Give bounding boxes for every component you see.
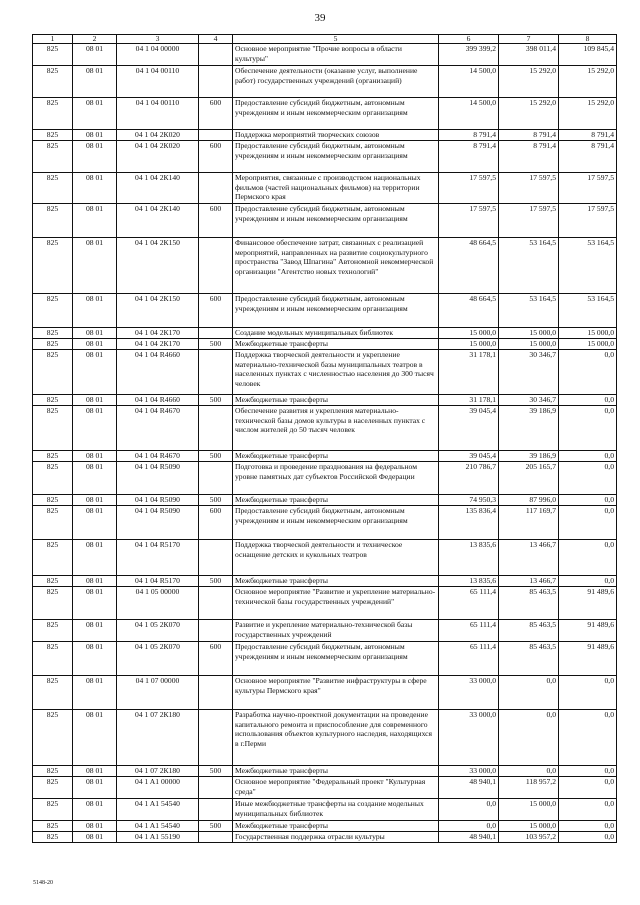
cell-expense-type: 600 [199, 506, 233, 540]
cell-target-article: 04 1 A1 00000 [117, 777, 199, 799]
cell-expense-type [199, 328, 233, 339]
cell-section: 08 01 [73, 832, 117, 843]
cell-target-article: 04 1 07 2К180 [117, 766, 199, 777]
cell-expense-type: 600 [199, 98, 233, 130]
cell-admin-code: 825 [33, 777, 73, 799]
table-row [33, 328, 617, 339]
cell-expense-type: 500 [199, 576, 233, 587]
cell-section: 08 01 [73, 462, 117, 495]
cell-target-article: 04 1 A1 54540 [117, 821, 199, 832]
cell-amount-2: 39 186,9 [499, 406, 559, 451]
cell-amount-1: 13 835,6 [439, 576, 499, 587]
cell-description: Иные межбюджетные трансферты на создание модельных муниципальных библиотек [233, 799, 439, 821]
cell-amount-3: 0,0 [559, 495, 617, 506]
cell-admin-code: 825 [33, 328, 73, 339]
cell-amount-1: 65 111,4 [439, 620, 499, 642]
cell-admin-code: 825 [33, 620, 73, 642]
cell-description: Предоставление субсидий бюджетным, автономным учреждениям и иным некоммерческим организациям [233, 98, 439, 130]
cell-expense-type [199, 540, 233, 576]
cell-target-article: 04 1 04 2К140 [117, 173, 199, 204]
cell-amount-2: 15 000,0 [499, 799, 559, 821]
cell-section: 08 01 [73, 294, 117, 328]
cell-amount-3: 0,0 [559, 821, 617, 832]
cell-description: Предоставление субсидий бюджетным, автономным учреждениям и иным некоммерческим организациям [233, 506, 439, 540]
cell-amount-2: 53 164,5 [499, 238, 559, 294]
col-header-8: 8 [559, 35, 617, 44]
cell-amount-2: 85 463,5 [499, 642, 559, 676]
footer-code: 5148-20 [33, 880, 53, 886]
cell-description: Межбюджетные трансферты [233, 339, 439, 350]
col-header-4: 4 [199, 35, 233, 44]
cell-amount-2: 398 011,4 [499, 44, 559, 66]
cell-amount-1: 15 000,0 [439, 339, 499, 350]
cell-amount-2: 85 463,5 [499, 620, 559, 642]
cell-section: 08 01 [73, 777, 117, 799]
cell-description: Поддержка мероприятий творческих союзов [233, 130, 439, 141]
cell-amount-1: 135 836,4 [439, 506, 499, 540]
cell-admin-code: 825 [33, 766, 73, 777]
cell-admin-code: 825 [33, 173, 73, 204]
cell-expense-type [199, 710, 233, 766]
cell-expense-type: 500 [199, 495, 233, 506]
cell-amount-3: 15 292,0 [559, 98, 617, 130]
cell-target-article: 04 1 07 2К180 [117, 710, 199, 766]
cell-amount-3: 91 489,6 [559, 620, 617, 642]
col-header-2: 2 [73, 35, 117, 44]
cell-target-article: 04 1 04 2К170 [117, 339, 199, 350]
cell-amount-2: 30 346,7 [499, 395, 559, 406]
cell-amount-3: 0,0 [559, 462, 617, 495]
cell-expense-type [199, 832, 233, 843]
table-row [33, 462, 617, 495]
cell-section: 08 01 [73, 98, 117, 130]
cell-amount-2: 13 466,7 [499, 576, 559, 587]
cell-amount-2: 53 164,5 [499, 294, 559, 328]
cell-description: Межбюджетные трансферты [233, 821, 439, 832]
cell-admin-code: 825 [33, 98, 73, 130]
cell-target-article: 04 1 05 2К070 [117, 620, 199, 642]
table-row [33, 350, 617, 395]
cell-description: Межбюджетные трансферты [233, 576, 439, 587]
cell-admin-code: 825 [33, 451, 73, 462]
cell-target-article: 04 1 04 R5090 [117, 462, 199, 495]
table-row [33, 540, 617, 576]
cell-admin-code: 825 [33, 395, 73, 406]
table-row [33, 294, 617, 328]
table-row [33, 204, 617, 238]
cell-description: Создание модельных муниципальных библиотек [233, 328, 439, 339]
cell-section: 08 01 [73, 44, 117, 66]
cell-expense-type [199, 238, 233, 294]
cell-amount-1: 48 940,1 [439, 832, 499, 843]
cell-amount-3: 53 164,5 [559, 294, 617, 328]
cell-target-article: 04 1 04 R5090 [117, 506, 199, 540]
table-row [33, 44, 617, 66]
cell-expense-type: 500 [199, 395, 233, 406]
cell-admin-code: 825 [33, 204, 73, 238]
cell-target-article: 04 1 04 R4670 [117, 451, 199, 462]
cell-expense-type [199, 130, 233, 141]
table-row [33, 777, 617, 799]
col-header-7: 7 [499, 35, 559, 44]
cell-description: Разработка научно-проектной документации на проведение капитального ремонта и приспособление для современного использования объектов культурного наследия, находящихся в г.Перми [233, 710, 439, 766]
cell-admin-code: 825 [33, 799, 73, 821]
table-row [33, 506, 617, 540]
cell-amount-3: 0,0 [559, 832, 617, 843]
cell-amount-3: 0,0 [559, 350, 617, 395]
cell-description: Предоставление субсидий бюджетным, автономным учреждениям и иным некоммерческим организациям [233, 141, 439, 173]
cell-amount-1: 0,0 [439, 799, 499, 821]
cell-amount-1: 48 940,1 [439, 777, 499, 799]
cell-amount-2: 17 597,5 [499, 204, 559, 238]
table-row [33, 766, 617, 777]
cell-amount-2: 17 597,5 [499, 173, 559, 204]
cell-amount-1: 33 000,0 [439, 766, 499, 777]
cell-amount-3: 0,0 [559, 777, 617, 799]
cell-section: 08 01 [73, 766, 117, 777]
cell-amount-1: 17 597,5 [439, 173, 499, 204]
cell-amount-3: 8 791,4 [559, 130, 617, 141]
cell-target-article: 04 1 04 00110 [117, 98, 199, 130]
cell-target-article: 04 1 04 00000 [117, 44, 199, 66]
cell-target-article: 04 1 04 2К020 [117, 141, 199, 173]
cell-section: 08 01 [73, 141, 117, 173]
cell-description: Предоставление субсидий бюджетным, автономным учреждениям и иным некоммерческим организациям [233, 642, 439, 676]
cell-amount-3: 53 164,5 [559, 238, 617, 294]
cell-amount-1: 33 000,0 [439, 676, 499, 710]
cell-amount-1: 33 000,0 [439, 710, 499, 766]
cell-section: 08 01 [73, 395, 117, 406]
cell-description: Мероприятия, связанные с производством национальных фильмов (частей национальных фильмов) на территории Пермского края [233, 173, 439, 204]
cell-section: 08 01 [73, 66, 117, 98]
cell-admin-code: 825 [33, 676, 73, 710]
cell-admin-code: 825 [33, 462, 73, 495]
cell-admin-code: 825 [33, 339, 73, 350]
cell-description: Поддержка творческой деятельности и укрепление материально-технической базы муниципальных театров в населенных пунктах с численностью населения до 300 тысяч человек [233, 350, 439, 395]
cell-target-article: 04 1 04 R5170 [117, 576, 199, 587]
cell-amount-2: 0,0 [499, 766, 559, 777]
cell-amount-1: 39 045,4 [439, 451, 499, 462]
cell-admin-code: 825 [33, 540, 73, 576]
cell-amount-3: 0,0 [559, 799, 617, 821]
cell-description: Обеспечение развития и укрепления материально-технической базы домов культуры в населенных пунктах с числом жителей до 50 тысяч человек [233, 406, 439, 451]
cell-section: 08 01 [73, 130, 117, 141]
cell-amount-3: 0,0 [559, 451, 617, 462]
col-header-5: 5 [233, 35, 439, 44]
cell-amount-2: 13 466,7 [499, 540, 559, 576]
cell-amount-3: 91 489,6 [559, 587, 617, 620]
cell-amount-2: 8 791,4 [499, 130, 559, 141]
cell-amount-3: 17 597,5 [559, 173, 617, 204]
cell-target-article: 04 1 04 2К170 [117, 328, 199, 339]
cell-section: 08 01 [73, 576, 117, 587]
cell-expense-type [199, 173, 233, 204]
cell-amount-3: 109 845,4 [559, 44, 617, 66]
cell-admin-code: 825 [33, 832, 73, 843]
cell-description: Финансовое обеспечение затрат, связанных с реализацией мероприятий, направленных на развитие социокультурного пространства "Завод Шпагина" Автономной некоммерческой организации "Агентство новых технологий" [233, 238, 439, 294]
table-row [33, 642, 617, 676]
cell-amount-1: 8 791,4 [439, 141, 499, 173]
cell-amount-3: 0,0 [559, 540, 617, 576]
cell-description: Межбюджетные трансферты [233, 766, 439, 777]
cell-amount-3: 91 489,6 [559, 642, 617, 676]
cell-section: 08 01 [73, 339, 117, 350]
cell-expense-type: 600 [199, 141, 233, 173]
cell-admin-code: 825 [33, 576, 73, 587]
cell-admin-code: 825 [33, 130, 73, 141]
cell-amount-3: 17 597,5 [559, 204, 617, 238]
cell-section: 08 01 [73, 587, 117, 620]
cell-section: 08 01 [73, 799, 117, 821]
cell-amount-2: 15 292,0 [499, 98, 559, 130]
cell-amount-1: 14 500,0 [439, 66, 499, 98]
cell-description: Предоставление субсидий бюджетным, автономным учреждениям и иным некоммерческим организациям [233, 294, 439, 328]
cell-amount-1: 65 111,4 [439, 642, 499, 676]
cell-amount-3: 0,0 [559, 406, 617, 451]
cell-amount-2: 15 000,0 [499, 339, 559, 350]
cell-admin-code: 825 [33, 44, 73, 66]
cell-expense-type [199, 587, 233, 620]
cell-amount-3: 15 000,0 [559, 339, 617, 350]
cell-description: Развитие и укрепление материально-технической базы государственных учреждений [233, 620, 439, 642]
cell-amount-2: 87 996,0 [499, 495, 559, 506]
cell-amount-2: 15 000,0 [499, 821, 559, 832]
cell-section: 08 01 [73, 173, 117, 204]
cell-section: 08 01 [73, 350, 117, 395]
cell-section: 08 01 [73, 495, 117, 506]
table-row [33, 676, 617, 710]
cell-target-article: 04 1 04 00110 [117, 66, 199, 98]
cell-target-article: 04 1 A1 55190 [117, 832, 199, 843]
cell-amount-1: 48 664,5 [439, 238, 499, 294]
cell-section: 08 01 [73, 238, 117, 294]
table-row [33, 576, 617, 587]
cell-amount-2: 118 957,2 [499, 777, 559, 799]
cell-amount-3: 0,0 [559, 576, 617, 587]
cell-target-article: 04 1 04 2К150 [117, 238, 199, 294]
cell-description: Обеспечение деятельности (оказание услуг, выполнение работ) государственных учреждений (организаций) [233, 66, 439, 98]
cell-expense-type [199, 620, 233, 642]
cell-description: Межбюджетные трансферты [233, 395, 439, 406]
cell-section: 08 01 [73, 406, 117, 451]
table-row [33, 130, 617, 141]
table-row [33, 339, 617, 350]
cell-expense-type [199, 676, 233, 710]
table-row [33, 495, 617, 506]
cell-amount-2: 39 186,9 [499, 451, 559, 462]
cell-amount-2: 205 165,7 [499, 462, 559, 495]
cell-admin-code: 825 [33, 495, 73, 506]
table-row [33, 799, 617, 821]
cell-amount-3: 0,0 [559, 766, 617, 777]
header-row [33, 35, 617, 44]
cell-target-article: 04 1 04 R4670 [117, 406, 199, 451]
table-row [33, 821, 617, 832]
cell-section: 08 01 [73, 451, 117, 462]
cell-amount-2: 30 346,7 [499, 350, 559, 395]
table-row [33, 587, 617, 620]
table-row [33, 66, 617, 98]
cell-amount-2: 0,0 [499, 710, 559, 766]
cell-amount-3: 15 292,0 [559, 66, 617, 98]
cell-amount-1: 399 399,2 [439, 44, 499, 66]
cell-amount-1: 8 791,4 [439, 130, 499, 141]
cell-amount-1: 39 045,4 [439, 406, 499, 451]
cell-amount-1: 31 178,1 [439, 395, 499, 406]
cell-admin-code: 825 [33, 141, 73, 173]
cell-description: Подготовка и проведение празднования на федеральном уровне памятных дат субъектов Российской Федерации [233, 462, 439, 495]
cell-amount-1: 31 178,1 [439, 350, 499, 395]
cell-description: Основное мероприятие "Федеральный проект "Культурная среда" [233, 777, 439, 799]
cell-expense-type [199, 66, 233, 98]
cell-description: Государственная поддержка отрасли культуры [233, 832, 439, 843]
cell-expense-type: 500 [199, 821, 233, 832]
cell-amount-3: 0,0 [559, 395, 617, 406]
cell-admin-code: 825 [33, 238, 73, 294]
cell-expense-type: 600 [199, 204, 233, 238]
table-body [33, 44, 617, 843]
cell-amount-1: 74 950,3 [439, 495, 499, 506]
cell-amount-2: 0,0 [499, 676, 559, 710]
table-row [33, 406, 617, 451]
cell-admin-code: 825 [33, 350, 73, 395]
cell-amount-2: 15 292,0 [499, 66, 559, 98]
cell-expense-type [199, 406, 233, 451]
table-row [33, 173, 617, 204]
cell-admin-code: 825 [33, 66, 73, 98]
cell-admin-code: 825 [33, 710, 73, 766]
cell-section: 08 01 [73, 204, 117, 238]
cell-amount-3: 0,0 [559, 676, 617, 710]
cell-section: 08 01 [73, 821, 117, 832]
cell-amount-3: 0,0 [559, 710, 617, 766]
cell-description: Межбюджетные трансферты [233, 451, 439, 462]
table-row [33, 141, 617, 173]
table-row [33, 832, 617, 843]
cell-target-article: 04 1 07 00000 [117, 676, 199, 710]
cell-target-article: 04 1 04 2К150 [117, 294, 199, 328]
col-header-3: 3 [117, 35, 199, 44]
cell-amount-3: 0,0 [559, 506, 617, 540]
cell-amount-1: 14 500,0 [439, 98, 499, 130]
cell-description: Основное мероприятие "Развитие инфраструктуры в сфере культуры Пермского края" [233, 676, 439, 710]
table-row [33, 451, 617, 462]
cell-expense-type [199, 777, 233, 799]
table-row [33, 238, 617, 294]
cell-amount-3: 15 000,0 [559, 328, 617, 339]
cell-section: 08 01 [73, 676, 117, 710]
cell-admin-code: 825 [33, 406, 73, 451]
cell-amount-1: 0,0 [439, 821, 499, 832]
cell-expense-type [199, 462, 233, 495]
col-header-1: 1 [33, 35, 73, 44]
budget-table [32, 34, 617, 843]
col-header-6: 6 [439, 35, 499, 44]
cell-target-article: 04 1 04 R5090 [117, 495, 199, 506]
cell-section: 08 01 [73, 328, 117, 339]
cell-expense-type [199, 799, 233, 821]
table-row [33, 98, 617, 130]
cell-expense-type: 500 [199, 451, 233, 462]
cell-expense-type: 600 [199, 642, 233, 676]
cell-expense-type: 500 [199, 766, 233, 777]
cell-amount-1: 48 664,5 [439, 294, 499, 328]
cell-description: Межбюджетные трансферты [233, 495, 439, 506]
page-number: 39 [314, 12, 326, 24]
cell-amount-3: 8 791,4 [559, 141, 617, 173]
table-row [33, 710, 617, 766]
cell-amount-1: 65 111,4 [439, 587, 499, 620]
cell-admin-code: 825 [33, 587, 73, 620]
table-row [33, 395, 617, 406]
cell-amount-1: 15 000,0 [439, 328, 499, 339]
cell-admin-code: 825 [33, 642, 73, 676]
cell-target-article: 04 1 04 2К140 [117, 204, 199, 238]
cell-amount-1: 210 786,7 [439, 462, 499, 495]
cell-amount-2: 15 000,0 [499, 328, 559, 339]
cell-description: Основное мероприятие "Прочие вопросы в области культуры" [233, 44, 439, 66]
cell-target-article: 04 1 04 R4660 [117, 350, 199, 395]
cell-amount-2: 117 169,7 [499, 506, 559, 540]
cell-amount-2: 8 791,4 [499, 141, 559, 173]
cell-target-article: 04 1 05 00000 [117, 587, 199, 620]
cell-amount-1: 13 835,6 [439, 540, 499, 576]
cell-amount-2: 85 463,5 [499, 587, 559, 620]
cell-target-article: 04 1 04 R5170 [117, 540, 199, 576]
cell-section: 08 01 [73, 642, 117, 676]
cell-admin-code: 825 [33, 294, 73, 328]
cell-section: 08 01 [73, 540, 117, 576]
cell-target-article: 04 1 04 R4660 [117, 395, 199, 406]
cell-target-article: 04 1 04 2К020 [117, 130, 199, 141]
cell-section: 08 01 [73, 506, 117, 540]
cell-section: 08 01 [73, 710, 117, 766]
cell-amount-2: 103 957,2 [499, 832, 559, 843]
cell-amount-1: 17 597,5 [439, 204, 499, 238]
cell-expense-type: 600 [199, 294, 233, 328]
cell-admin-code: 825 [33, 506, 73, 540]
cell-admin-code: 825 [33, 821, 73, 832]
cell-expense-type [199, 350, 233, 395]
cell-section: 08 01 [73, 620, 117, 642]
cell-description: Поддержка творческой деятельности и техническое оснащение детских и кукольных театров [233, 540, 439, 576]
cell-description: Основное мероприятие "Развитие и укрепление материально-технической базы государственных учреждений" [233, 587, 439, 620]
cell-target-article: 04 1 05 2К070 [117, 642, 199, 676]
cell-description: Предоставление субсидий бюджетным, автономным учреждениям и иным некоммерческим организациям [233, 204, 439, 238]
cell-target-article: 04 1 A1 54540 [117, 799, 199, 821]
table-row [33, 620, 617, 642]
cell-expense-type [199, 44, 233, 66]
cell-expense-type: 500 [199, 339, 233, 350]
